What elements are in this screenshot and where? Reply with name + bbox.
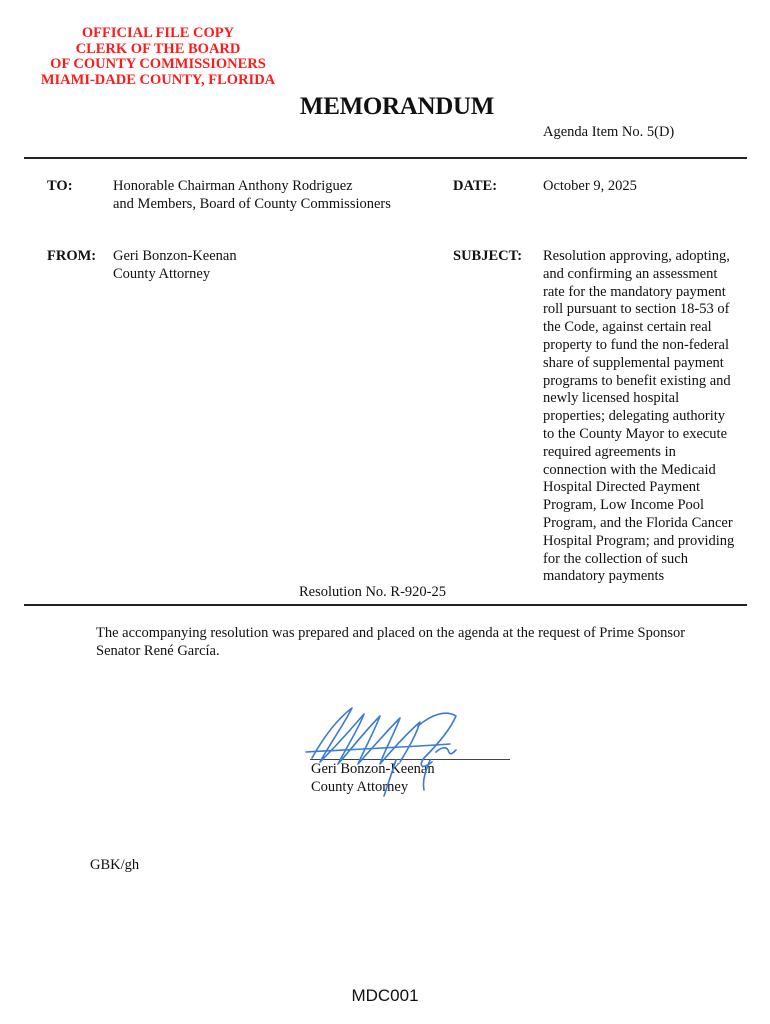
signer-name: Geri Bonzon-Keenan [311,761,435,777]
typist-initials: GBK/gh [90,857,140,873]
subject-line: properties; delegating authority [543,408,726,425]
signer-title: County Attorney [311,778,409,795]
subject-text [543,248,734,586]
to-line-2: and Members, Board of County Commissioners [113,195,391,212]
subject-line: Hospital Directed Payment [543,479,701,496]
to-line-1: Honorable Chairman Anthony Rodriguez [113,178,353,194]
from-line-2: County Attorney [113,265,211,282]
stamp-line-4: MIAMI-DADE COUNTY, FLORIDA [40,71,276,88]
from-line-1: Geri Bonzon-Keenan [113,248,237,264]
subject-line: Program, and the Florida Cancer [543,514,733,531]
body-paragraph [96,625,685,661]
date-label: DATE: [453,178,498,194]
subject-line: rate for the mandatory payment [543,283,726,300]
stamp-line-2: CLERK OF THE BOARD [75,40,241,57]
from-sender [113,248,237,284]
subject-line: and confirming an assessment [543,265,718,282]
handwritten-signature [300,700,470,800]
subject-line: property to fund the non-federal [543,336,730,353]
subject-line: roll pursuant to section 18-53 of [543,301,730,318]
memo-title: MEMORANDUM [299,93,495,120]
body-line-1: The accompanying resolution was prepared and placed on the agenda at the request of Prime Sponsor [96,625,686,641]
official-file-copy-stamp [34,26,282,88]
subject-line: Hospital Program; and providing [543,532,735,549]
subject-line: for the collection of such [543,550,688,567]
page-identifier: MDC001 [351,986,419,1005]
subject-line: Resolution approving, adopting, [543,248,730,264]
agenda-item-number: Agenda Item No. 5(D) [543,124,675,140]
subject-line: Program, Low Income Pool [543,497,705,514]
stamp-line-3: OF COUNTY COMMISSIONERS [50,56,266,72]
from-label: FROM: [47,248,97,264]
resolution-number: Resolution No. R-920-25 [299,584,447,600]
subject-line: the Code, against certain real [543,319,712,336]
to-recipients [113,178,391,214]
subject-line: connection with the Medicaid [543,461,716,478]
subject-line: required agreements in [543,443,676,460]
stamp-line-1: OFFICIAL FILE COPY [81,25,235,41]
header-bottom-rule [24,604,747,606]
subject-line: mandatory payments [543,568,665,585]
to-label: TO: [47,178,73,194]
header-top-rule [24,157,747,159]
subject-label: SUBJECT: [453,248,523,264]
subject-line: to the County Mayor to execute [543,425,728,442]
subject-line: programs to benefit existing and [543,372,731,389]
subject-line: share of supplemental payment [543,354,724,371]
subject-line: newly licensed hospital [543,390,680,407]
date-value: October 9, 2025 [543,178,637,194]
body-line-2: Senator René García. [96,642,220,659]
